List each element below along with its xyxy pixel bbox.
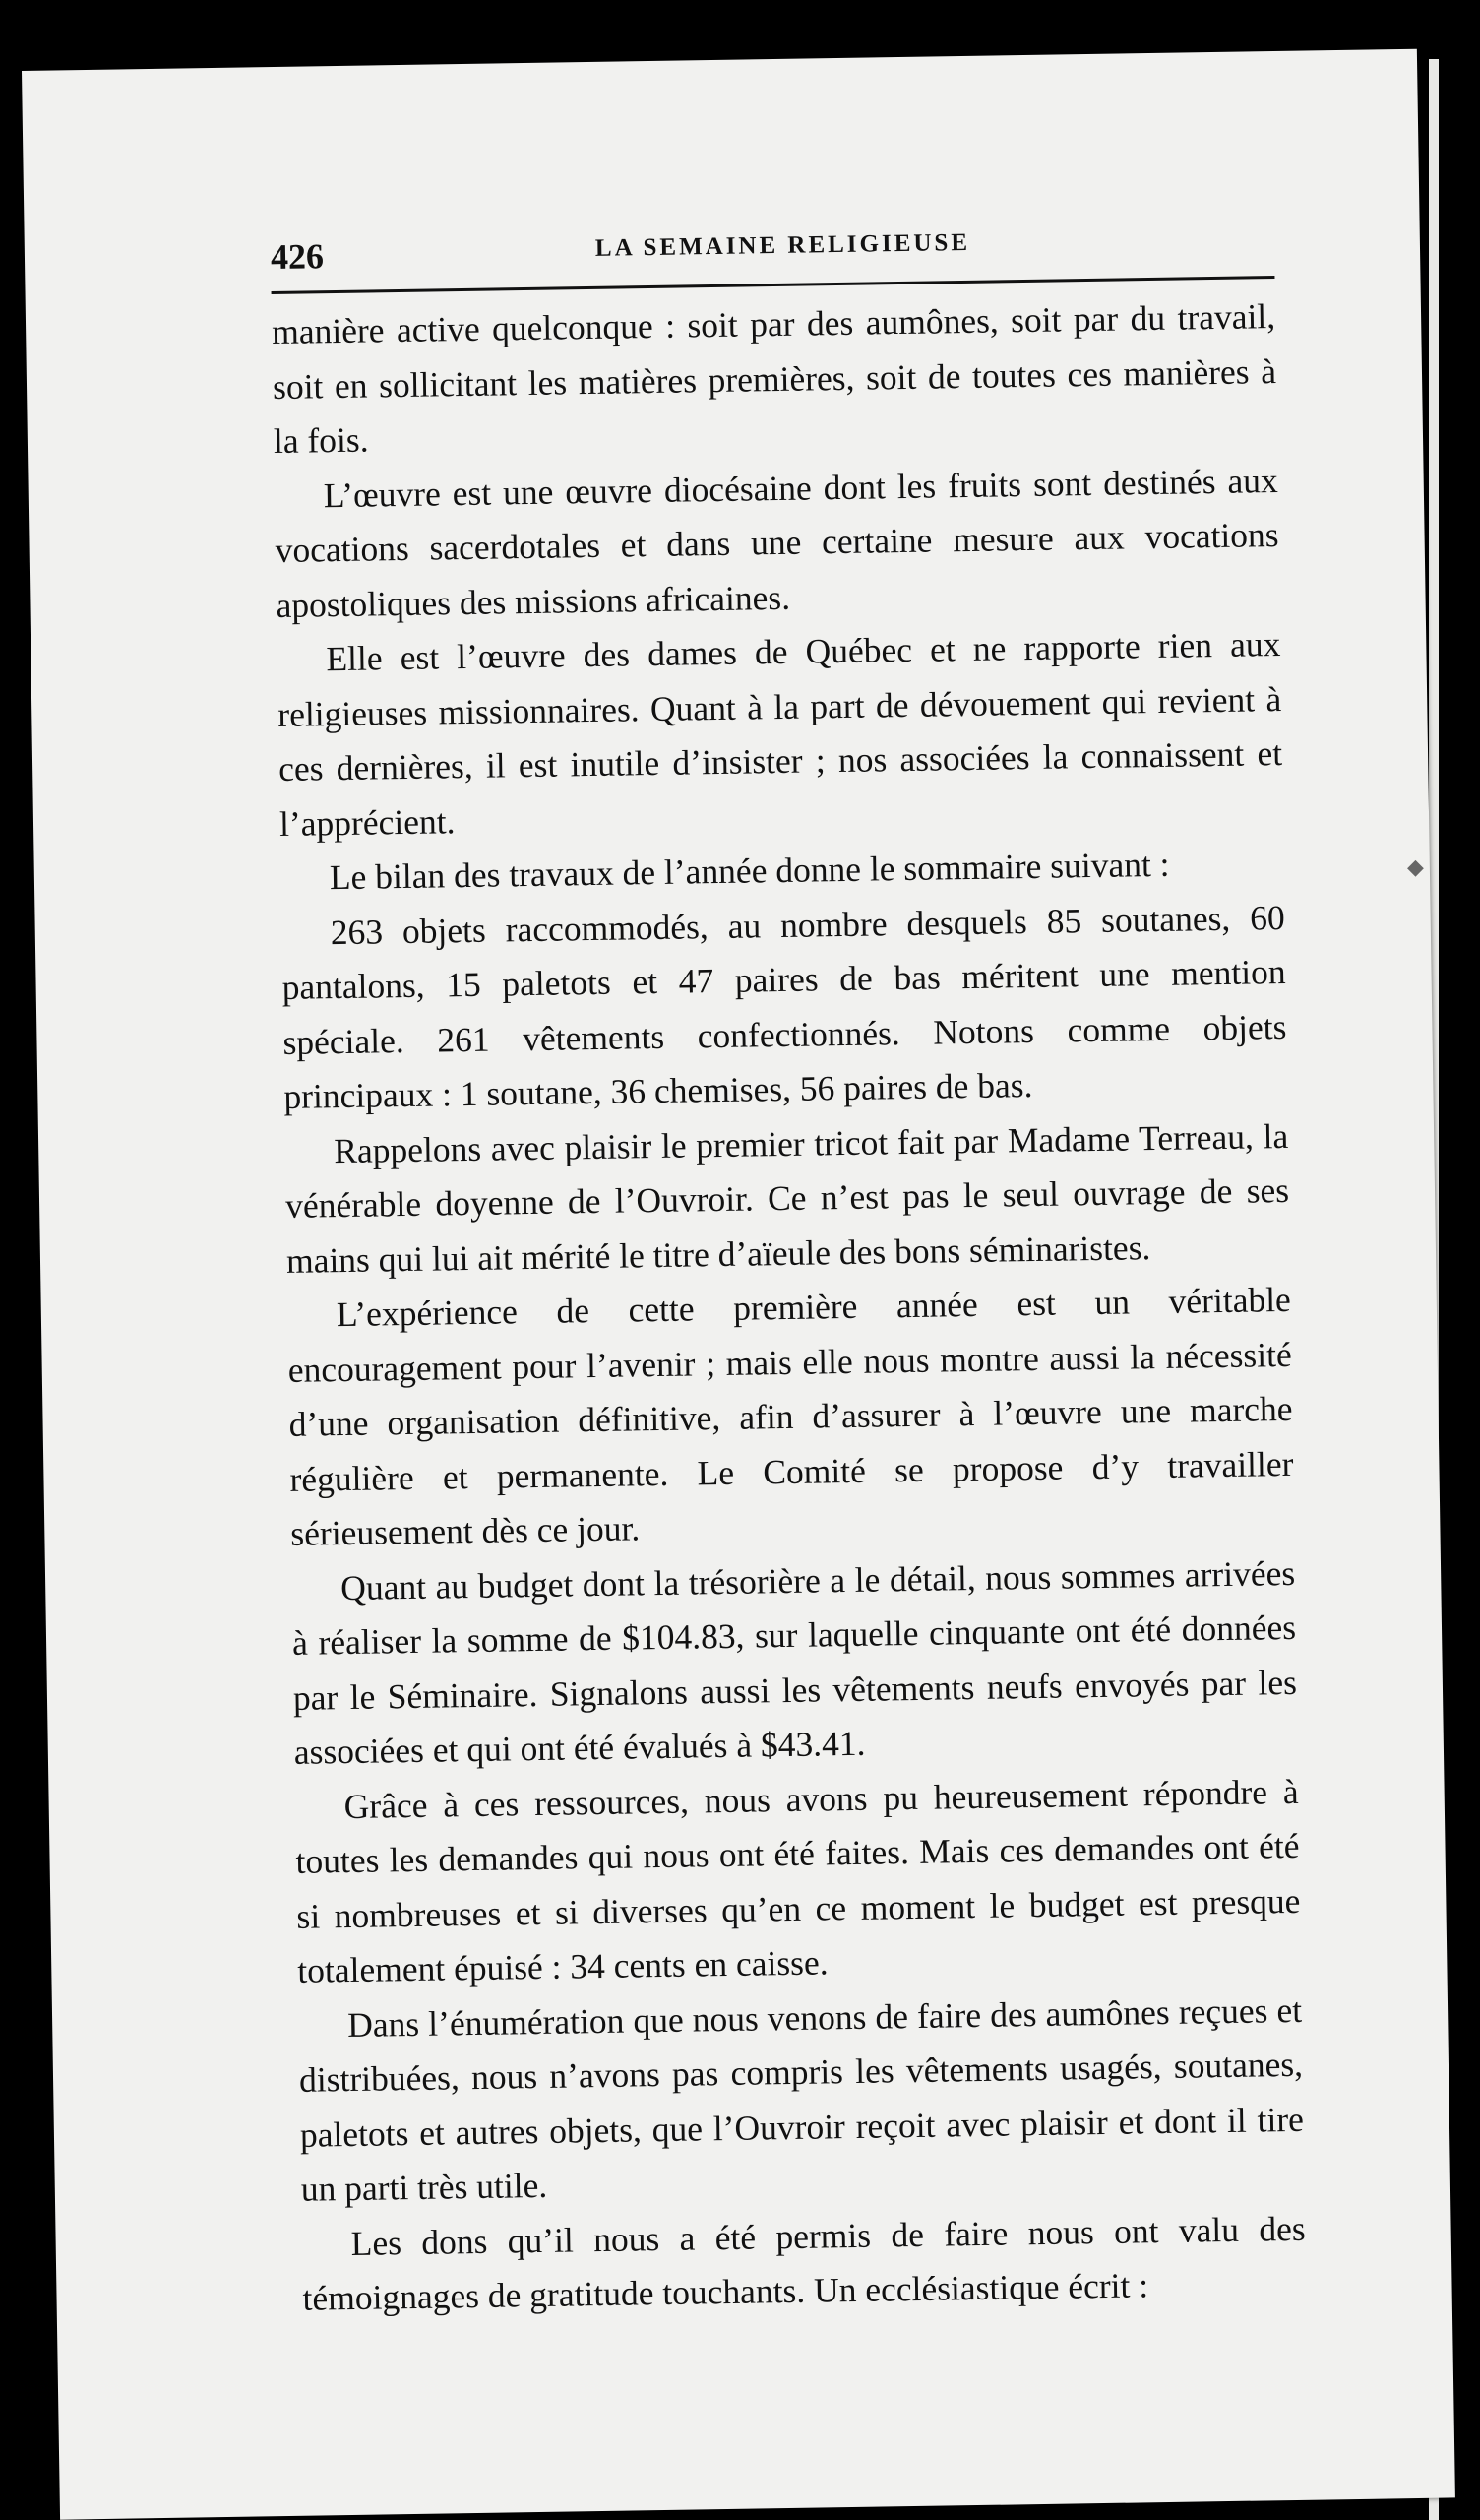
- page-number: 426: [270, 236, 325, 278]
- paragraph: Rappelons avec plaisir le premier tricot fait par Madame Terreau, la vénérable doyenne de l’Ouvroir. Ce n’est pas le seul ouvrage de ses mains qui lui ait mérité le titre d’aïeule des bons séminaristes.: [284, 1115, 1290, 1281]
- paragraph: Dans l’énumération que nous venons de faire des aumônes reçues et distribuées, nous n’avons pas compris les vêtements usagés, soutanes, paletots et autres objets, que l’Ouvroir reçoit avec plaisir et dont il tire un parti très utile.: [298, 1989, 1305, 2209]
- paragraph: 263 objets raccommodés, au nombre desquels 85 soutanes, 60 pantalons, 15 paletots et 47 paires de bas méritent une mention spéciale. 261 vêtements confectionnés. Notons comme objets principaux : 1 soutane, 36 chemises, 56 paires de bas.: [281, 897, 1287, 1116]
- paragraph: L’œuvre est une œuvre diocésaine dont les fruits sont destinés aux vocations sacerdotales et dans une certaine mesure aux vocations apostoliques des missions africaines.: [275, 460, 1279, 625]
- paragraph: Grâce à ces ressources, nous avons pu heureusement répondre à toutes les demandes qui nous ont été faites. Mais ces demandes ont été si nombreuses et si diverses qu’en ce moment le budget est presque totalement épuisé : 34 cents en caisse.: [295, 1771, 1301, 1990]
- paragraph: L’expérience de cette première année est un véritable encouragement pour l’avenir ; mais elle nous montre aussi la nécessité d’une organisation définitive, afin d’assurer à l’œuvre une marche régulière et permanente. Le Comité se propose d’y travailler sérieusement dès ce jour.: [287, 1279, 1294, 1553]
- paragraph: Le bilan des travaux de l’année donne le sommaire suivant :: [329, 844, 1170, 898]
- paragraph: Quant au budget dont la trésorière a le détail, nous sommes arrivées à réaliser la somme de $104.83, sur laquelle cinquante ont été données par le Séminaire. Signalons aussi les vêtements neufs envoyés par les associées et qui ont été évalués à $43.41.: [291, 1552, 1298, 1772]
- paragraph: manière active quelconque : soit par des aumônes, soit par du travail, soit en sollicitant les matières premières, soit de toutes ces manières à la fois.: [271, 296, 1277, 462]
- book-page: [22, 49, 1455, 2520]
- body-text: [272, 289, 1307, 2326]
- paragraph: Les dons qu’il nous a été permis de faire nous ont valu des témoignages de gratitude touchants. Un ecclésiastique écrit :: [302, 2208, 1306, 2318]
- margin-mark: ◆: [1407, 854, 1424, 879]
- running-title: LA SEMAINE RELIGIEUSE: [594, 228, 971, 262]
- paragraph: Elle est l’œuvre des dames de Québec et ne rapporte rien aux religieuses missionnaires. Quant à la part de dévouement qui revient à ces dernières, il est inutile d’insister ; nos associées la connaissent et l’apprécient.: [277, 623, 1283, 844]
